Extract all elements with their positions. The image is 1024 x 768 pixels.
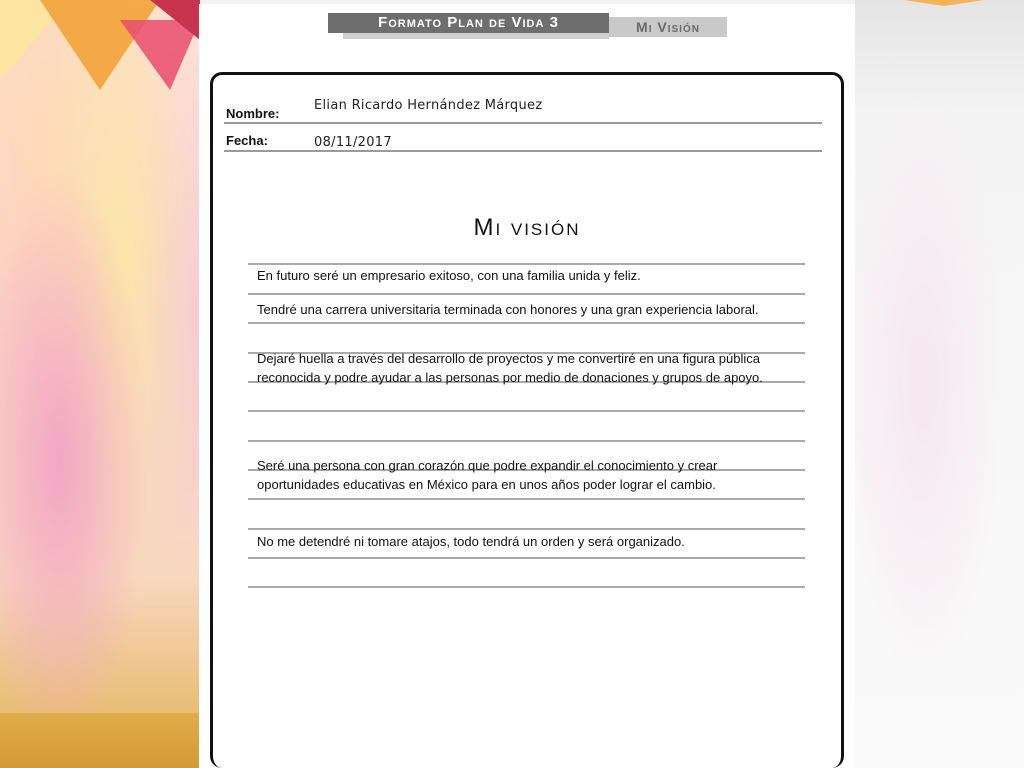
ruled-line <box>248 586 805 588</box>
vision-paragraph: Dejaré huella a través del desarrollo de proyectos y me convertiré en una figura pública reconocida y podre ayudar a las personas por medio de donaciones y grupos de apoyo. <box>257 351 763 385</box>
ruled-line <box>248 557 805 559</box>
ruled-line <box>248 498 805 500</box>
ruled-line <box>248 322 805 324</box>
document-page <box>199 4 855 768</box>
ruled-line <box>248 410 805 412</box>
header-subtitle: Mi Visión <box>609 17 727 37</box>
vision-paragraph: En futuro seré un empresario exitoso, con una familia unida y feliz. <box>257 268 641 283</box>
ruled-line <box>248 528 805 530</box>
document-header <box>328 13 728 41</box>
background-left-decoration <box>0 0 200 768</box>
vision-title: Mi visión <box>473 214 581 241</box>
date-value: 08/11/2017 <box>314 135 392 150</box>
date-label: Fecha: <box>226 133 268 148</box>
form-frame <box>210 72 844 768</box>
name-value: Elian Ricardo Hernández Márquez <box>314 98 543 113</box>
ruled-line <box>248 440 805 442</box>
vision-paragraph: No me detendré ni tomare atajos, todo tendrá un orden y será organizado. <box>257 534 685 549</box>
name-label: Nombre: <box>226 106 280 121</box>
name-underline <box>224 122 822 124</box>
header-title: Formato Plan de Vida 3 <box>328 13 609 33</box>
background-right-decoration <box>855 0 1024 768</box>
vision-paragraph: Seré una persona con gran corazón que podre expandir el conocimiento y crear oportunidades educativas en México para en unos años poder lograr el cambio. <box>257 458 718 492</box>
vision-paragraph: Tendré una carrera universitaria terminada con honores y una gran experiencia laboral. <box>257 302 759 317</box>
ruled-line <box>248 293 805 295</box>
date-underline <box>224 150 822 152</box>
ruled-line <box>248 263 805 265</box>
